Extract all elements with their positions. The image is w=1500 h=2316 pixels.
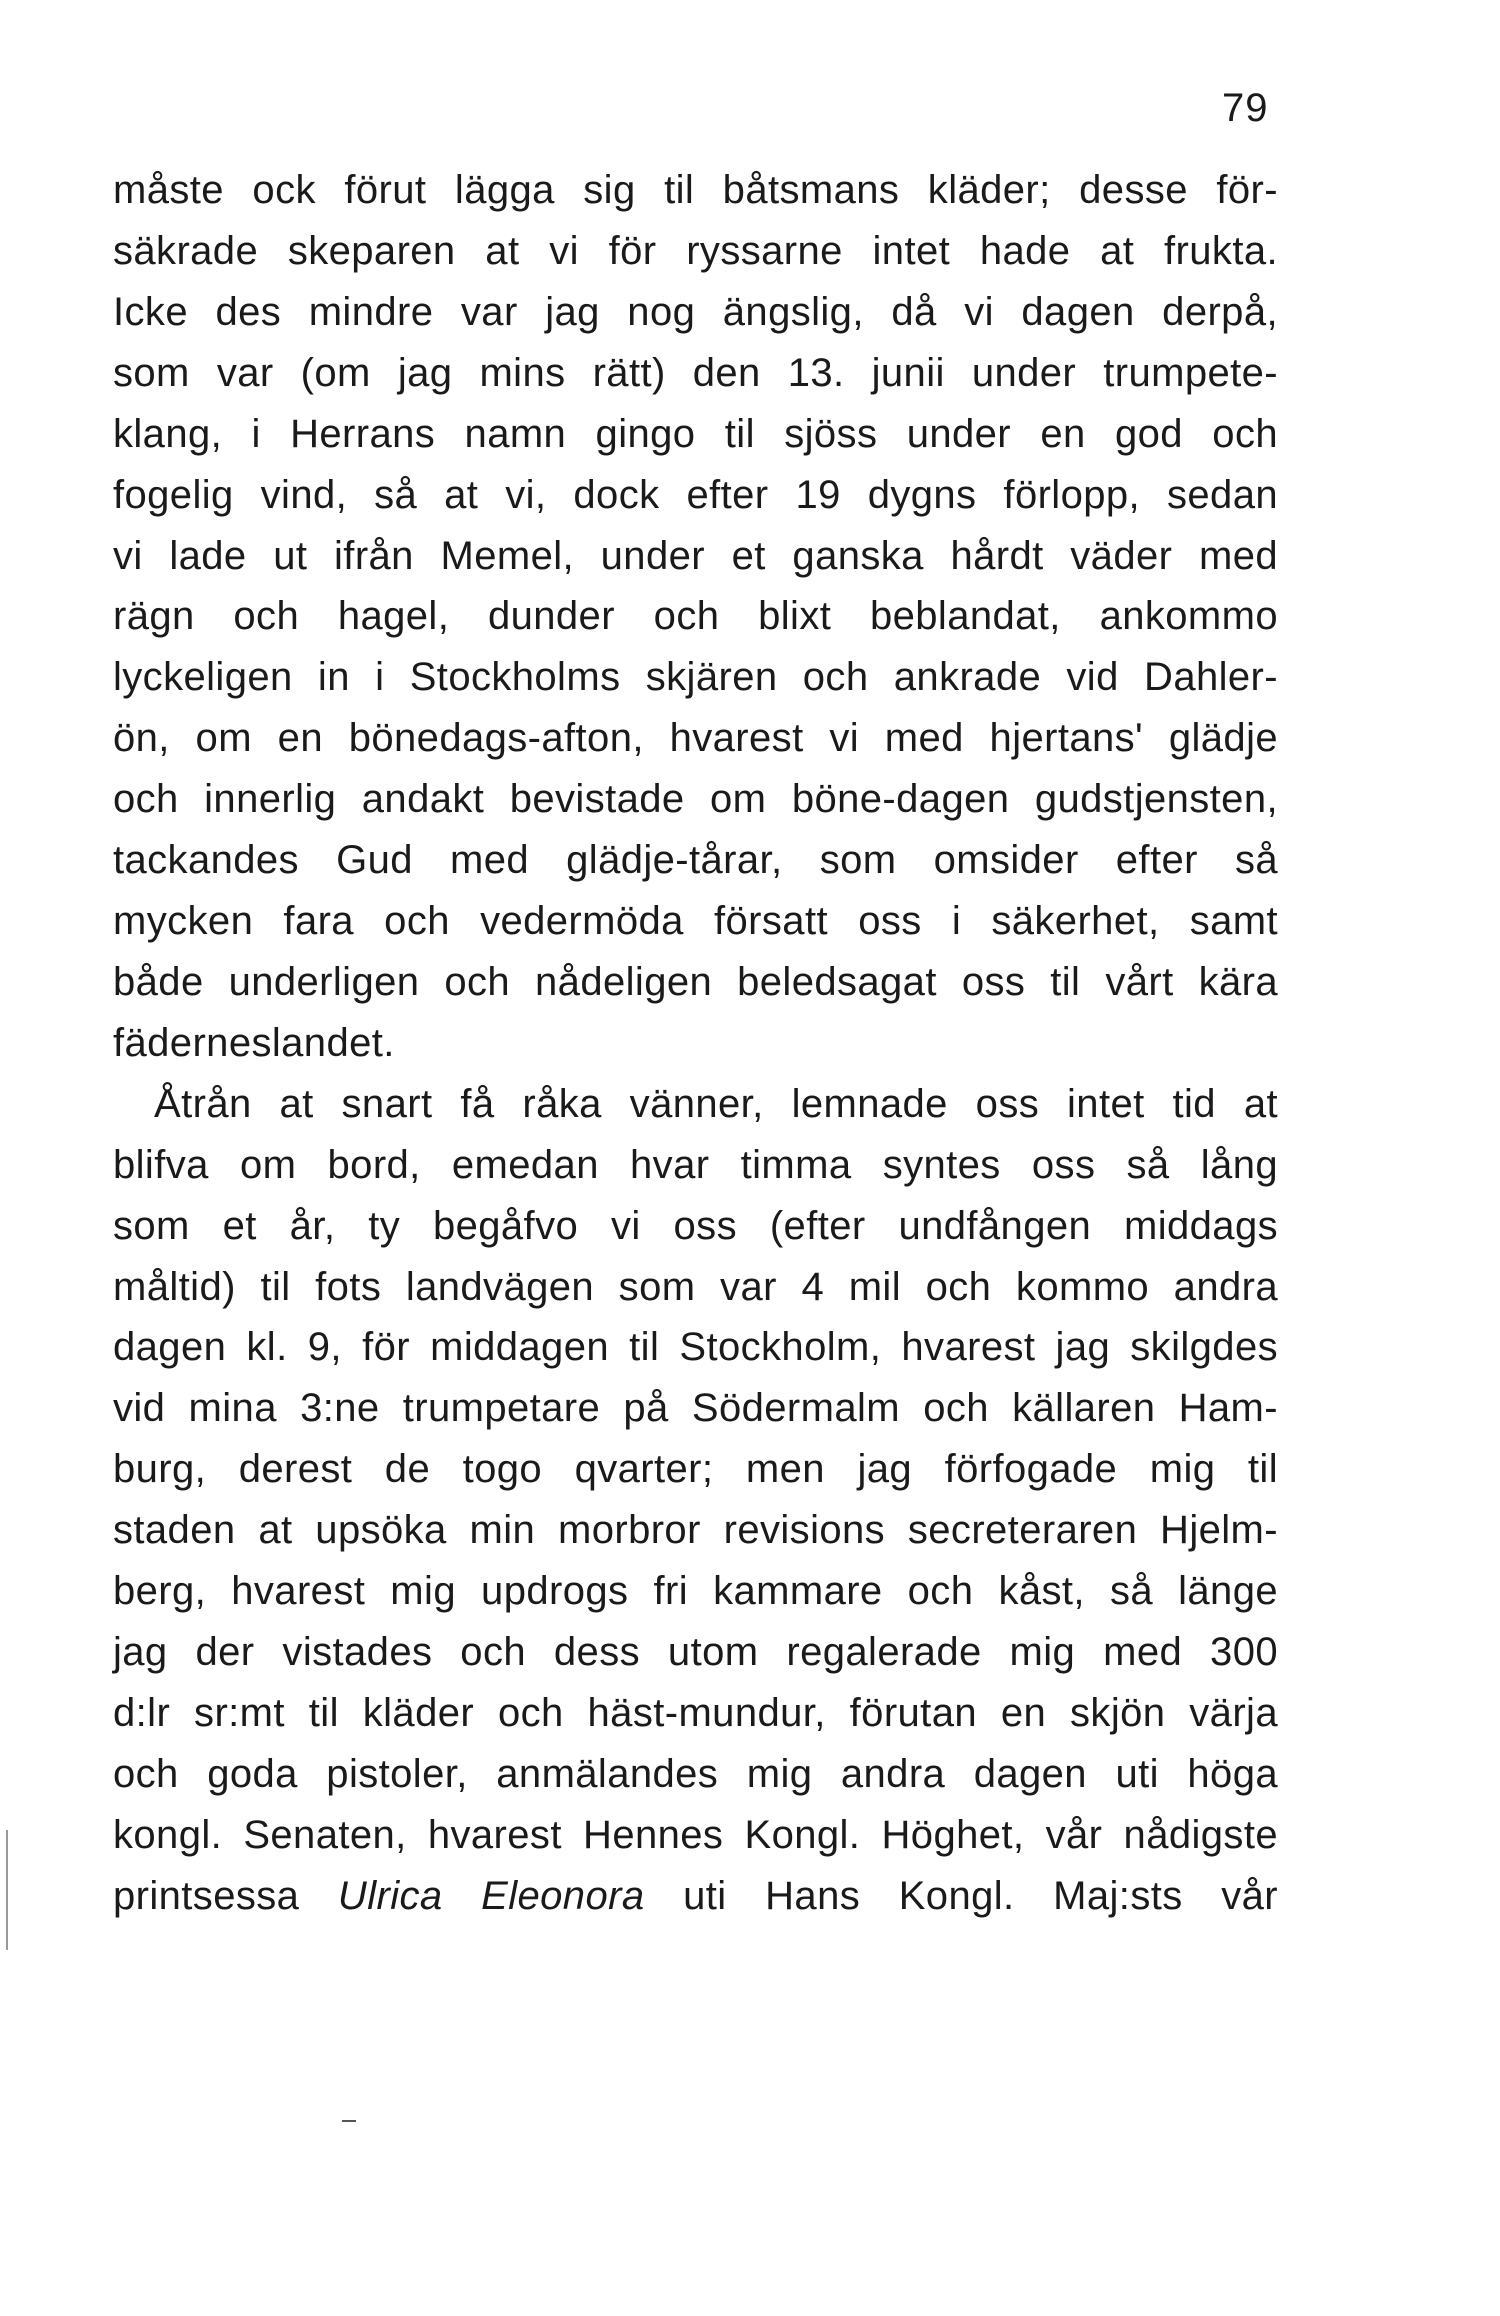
text-line: dagen kl. 9, för middagen til Stockholm, hvarest jag skilgdes bbox=[113, 1325, 1278, 1369]
text-line: tackandes Gud med glädje-tårar, som omsider efter så bbox=[113, 838, 1278, 882]
page-number: 79 bbox=[1222, 86, 1269, 130]
text-line: klang, i Herrans namn gingo til sjöss under en god och bbox=[113, 412, 1278, 456]
text-line: kongl. Senaten, hvarest Hennes Kongl. Höghet, vår nådigste bbox=[113, 1813, 1278, 1857]
scan-dash-mark bbox=[342, 2120, 356, 2122]
text-line: vi lade ut ifrån Memel, under et ganska hårdt väder med bbox=[113, 534, 1278, 578]
text-segment: printsessa bbox=[113, 1874, 338, 1918]
text-line: måste ock förut lägga sig til båtsmans kläder; desse för- bbox=[113, 168, 1278, 212]
text-line: lyckeligen in i Stockholms skjären och ankrade vid Dahler- bbox=[113, 655, 1278, 699]
text-line: berg, hvarest mig updrogs fri kammare och kåst, så länge bbox=[113, 1569, 1278, 1613]
text-line: säkrade skeparen at vi för ryssarne intet hade at frukta. bbox=[113, 229, 1278, 273]
text-line: burg, derest de togo qvarter; men jag förfogade mig til bbox=[113, 1447, 1278, 1491]
text-line: måltid) til fots landvägen som var 4 mil och kommo andra bbox=[113, 1265, 1278, 1309]
text-line: Icke des mindre var jag nog ängslig, då vi dagen derpå, bbox=[113, 290, 1278, 334]
text-line: mycken fara och vedermöda försatt oss i säkerhet, samt bbox=[113, 899, 1278, 943]
text-line: fäderneslandet. bbox=[113, 1021, 395, 1065]
text-line-last bbox=[113, 1872, 1278, 1920]
text-line: som et år, ty begåfvo vi oss (efter undfången middags bbox=[113, 1204, 1278, 1248]
text-line: som var (om jag mins rätt) den 13. junii under trumpete- bbox=[113, 351, 1278, 395]
text-line: d:lr sr:mt til kläder och häst-mundur, förutan en skjön värja bbox=[113, 1691, 1278, 1735]
text-line: vid mina 3:ne trumpetare på Södermalm och källaren Ham- bbox=[113, 1386, 1278, 1430]
text-line: Åtrån at snart få råka vänner, lemnade oss intet tid at bbox=[154, 1082, 1278, 1126]
text-segment: uti Hans Kongl. Maj:sts vår bbox=[644, 1874, 1278, 1918]
text-line: fogelig vind, så at vi, dock efter 19 dygns förlopp, sedan bbox=[113, 473, 1278, 517]
italic-name: Ulrica Eleonora bbox=[337, 1874, 645, 1918]
text-line: rägn och hagel, dunder och blixt beblandat, ankommo bbox=[113, 594, 1278, 638]
text-line: ön, om en bönedags-afton, hvarest vi med hjertans' glädje bbox=[113, 716, 1278, 760]
text-line: jag der vistades och dess utom regalerade mig med 300 bbox=[113, 1630, 1278, 1674]
text-line: och innerlig andakt bevistade om böne-dagen gudstjensten, bbox=[113, 777, 1278, 821]
text-line: staden at upsöka min morbror revisions secreteraren Hjelm- bbox=[113, 1508, 1278, 1552]
text-line: både underligen och nådeligen beledsagat oss til vårt kära bbox=[113, 960, 1278, 1004]
text-line: blifva om bord, emedan hvar timma syntes oss så lång bbox=[113, 1143, 1278, 1187]
scan-edge-mark bbox=[6, 1830, 8, 1950]
text-line: och goda pistoler, anmälandes mig andra dagen uti höga bbox=[113, 1752, 1278, 1796]
